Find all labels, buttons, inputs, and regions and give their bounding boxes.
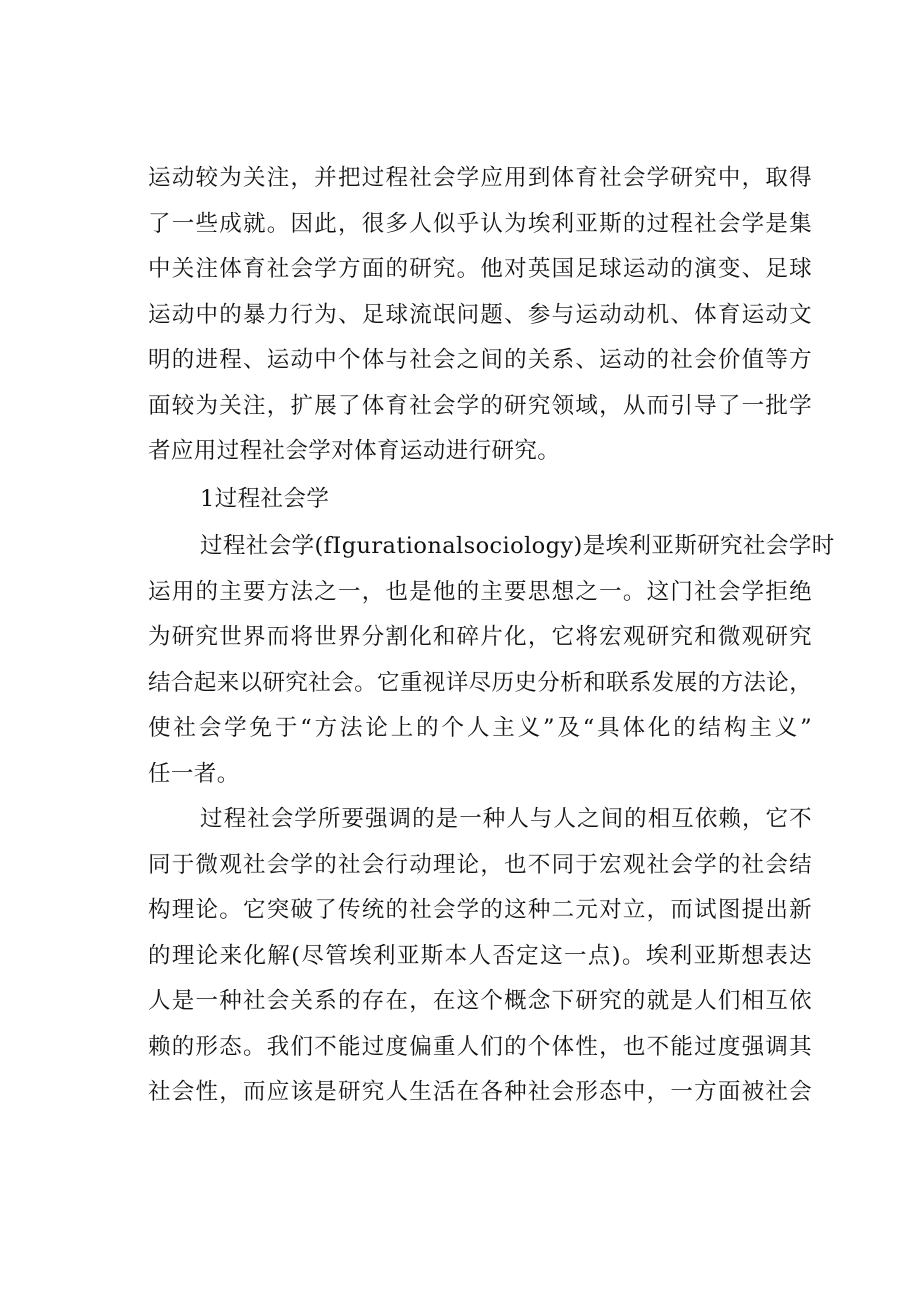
paragraph-3 <box>148 797 812 1116</box>
text-line: 了一些成就。因此，很多人似乎认为埃利亚斯的过程社会学是集 <box>148 210 812 237</box>
section-heading: 1过程社会学 <box>200 485 330 512</box>
text-line: 过程社会学(fIgurationalsociology)是埃利亚斯研究社会学时 <box>200 533 835 559</box>
document-page <box>148 156 835 1116</box>
text-line: 赖的形态。我们不能过度偏重人们的个体性，也不能过度强调其 <box>148 1033 812 1060</box>
text-line: 为研究世界而将世界分割化和碎片化，它将宏观研究和微观研究 <box>148 624 812 650</box>
text-line: 构理论。它突破了传统的社会学的这种二元对立，而试图提出新 <box>148 897 812 923</box>
paragraph-2 <box>148 524 835 797</box>
paragraph-1 <box>148 156 812 475</box>
text-line: 明的进程、运动中个体与社会之间的关系、运动的社会价值等方 <box>148 347 812 373</box>
text-line: 者应用过程社会学对体育运动进行研究。 <box>148 438 561 464</box>
text-line: 使社会学免于“方法论上的个人主义”及“具体化的结构主义” <box>148 715 812 741</box>
text-line: 社会性，而应该是研究人生活在各种社会形态中，一方面被社会 <box>148 1079 812 1105</box>
text-line: 任一者。 <box>148 760 240 787</box>
text-line: 同于微观社会学的社会行动理论，也不同于宏观社会学的社会结 <box>148 851 812 878</box>
text-line: 结合起来以研究社会。它重视详尽历史分析和联系发展的方法论， <box>148 669 813 696</box>
text-line: 中关注体育社会学方面的研究。他对英国足球运动的演变、足球 <box>148 256 812 282</box>
text-line: 运动中的暴力行为、足球流氓问题、参与运动动机、体育运动文 <box>148 301 812 328</box>
text-line: 运用的主要方法之一，也是他的主要思想之一。这门社会学拒绝 <box>148 578 812 605</box>
text-line: 运动较为关注，并把过程社会学应用到体育社会学研究中，取得 <box>148 165 812 191</box>
text-line: 面较为关注，扩展了体育社会学的研究领域，从而引导了一批学 <box>148 392 812 419</box>
text-line: 的理论来化解(尽管埃利亚斯本人否定这一点)。埃利亚斯想表达 <box>148 942 812 969</box>
text-line: 人是一种社会关系的存在，在这个概念下研究的就是人们相互依 <box>148 988 812 1014</box>
text-line: 过程社会学所要强调的是一种人与人之间的相互依赖，它不 <box>200 806 812 832</box>
